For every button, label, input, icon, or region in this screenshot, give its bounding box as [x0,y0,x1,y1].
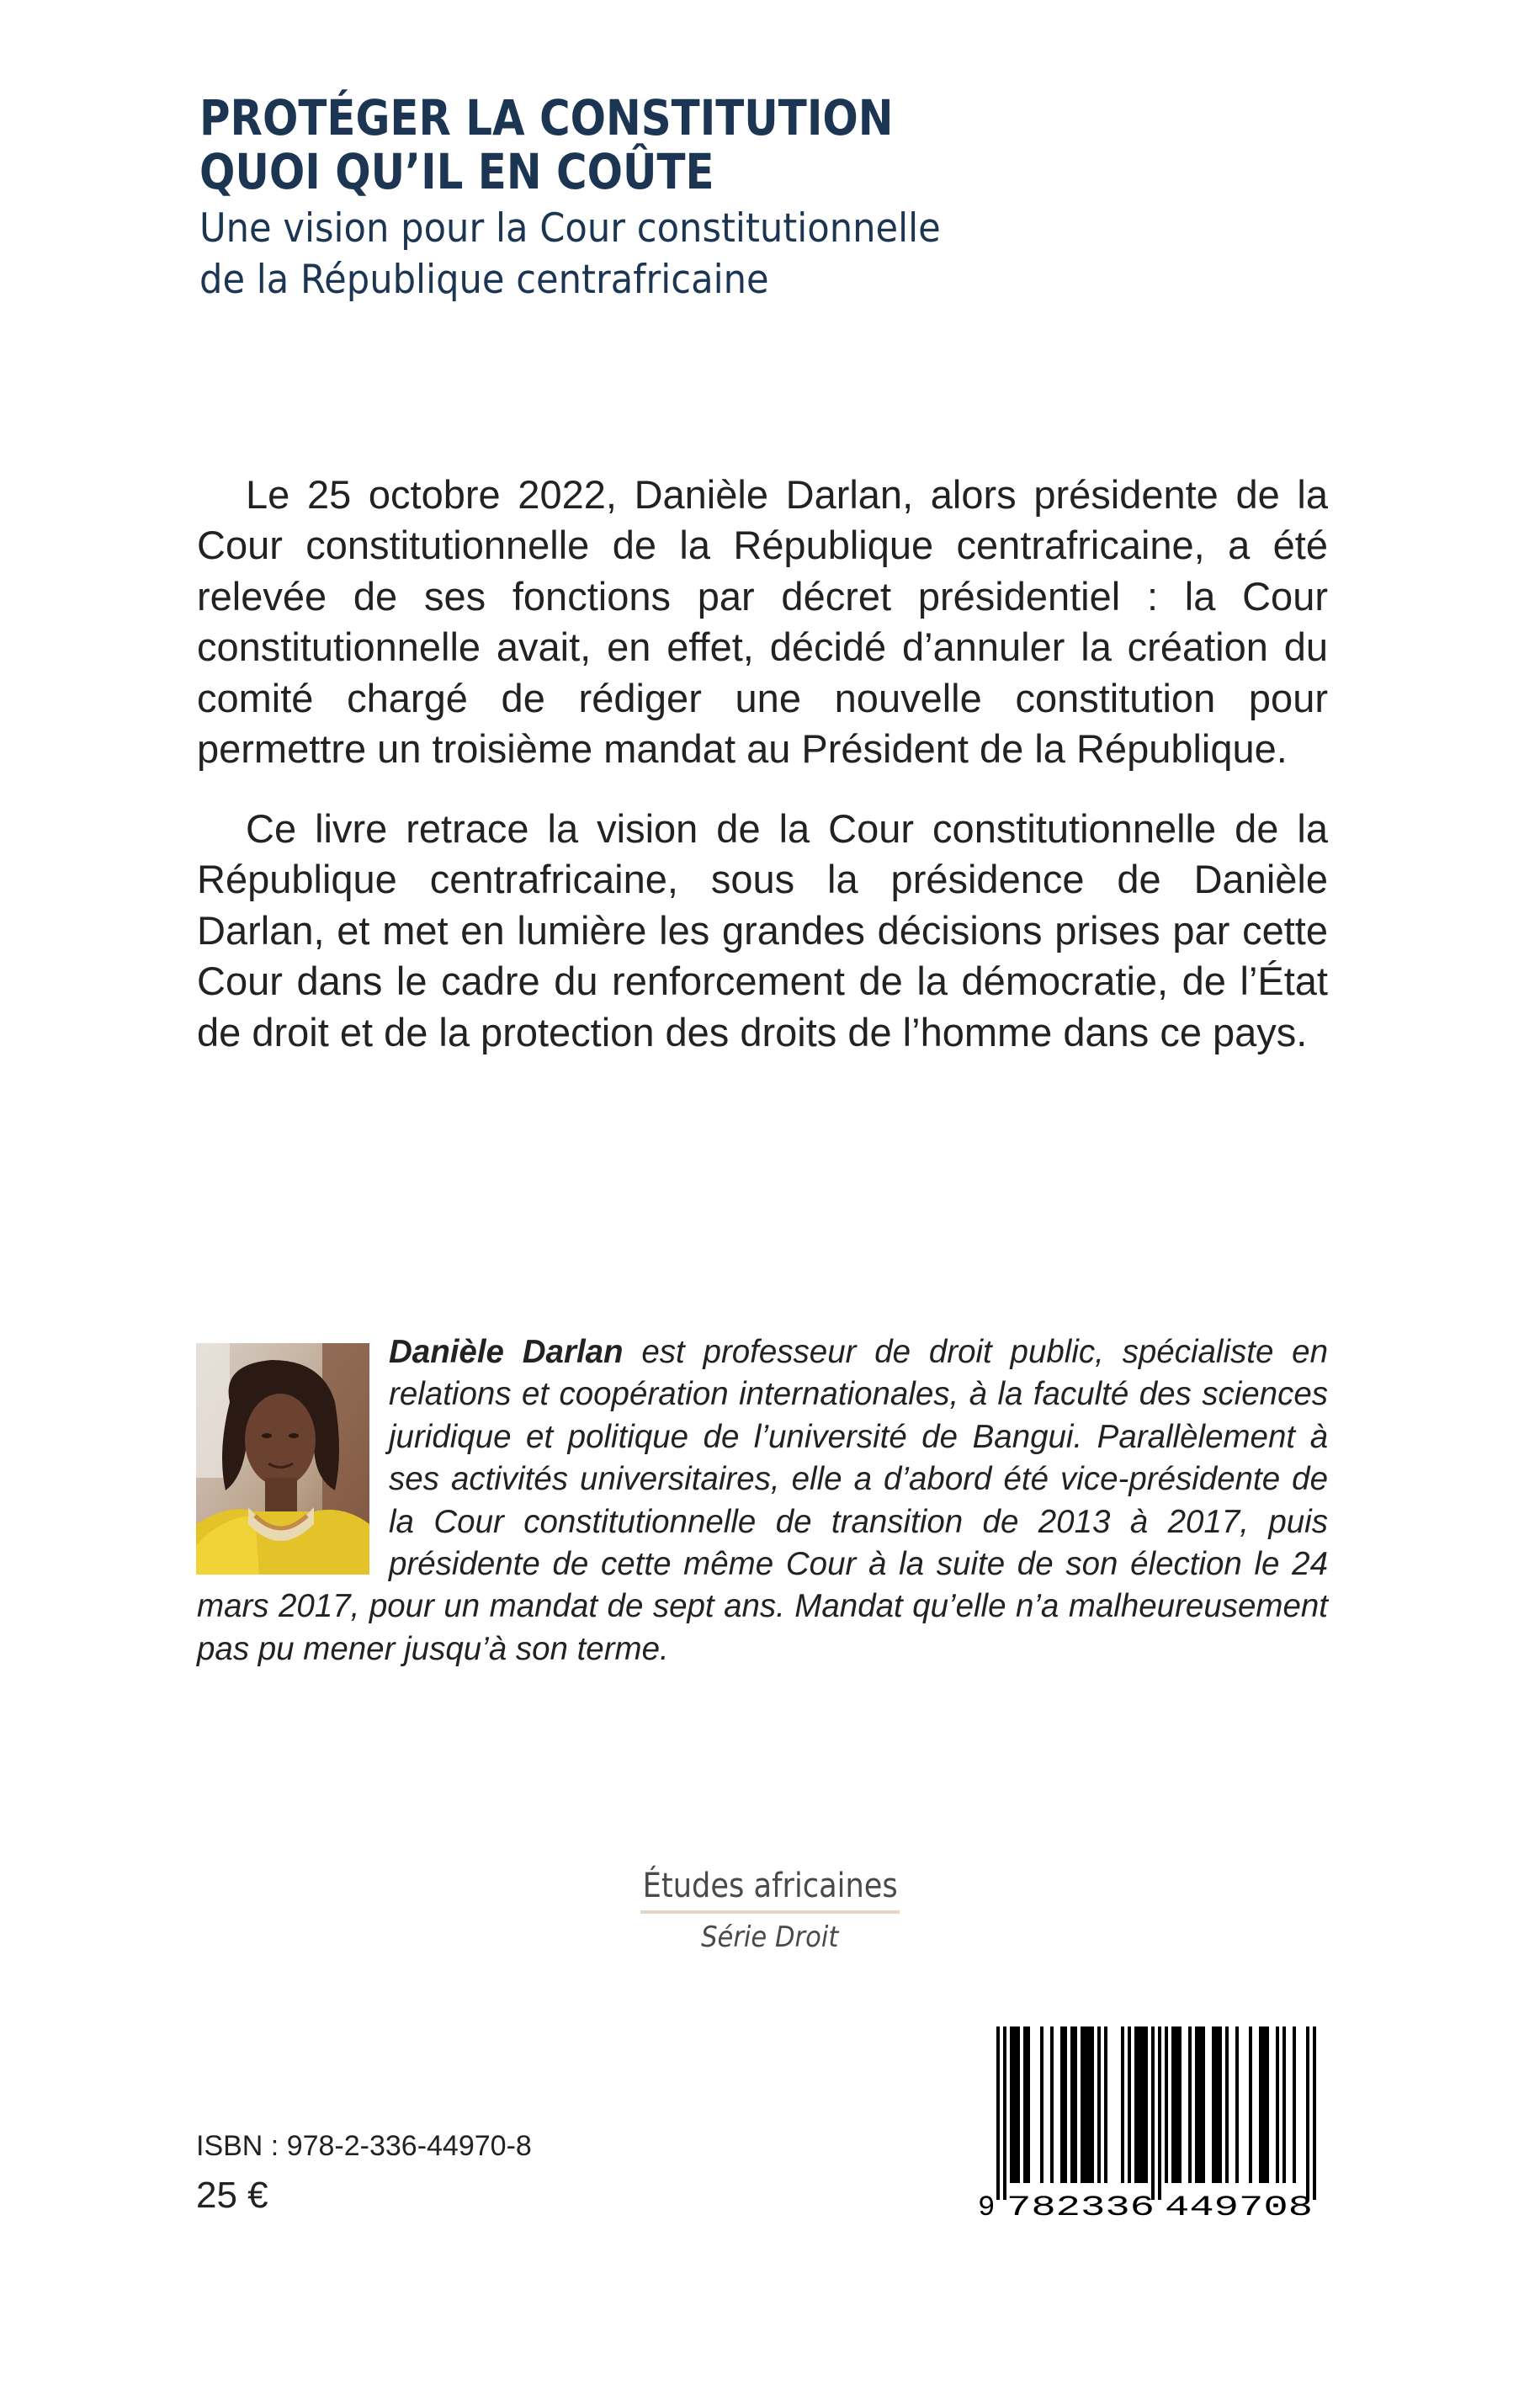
barcode-bar [1097,2026,1101,2183]
barcode-bar [996,2026,1000,2200]
barcode-bar [1081,2026,1084,2183]
barcode-bar [1202,2026,1205,2183]
barcode-bar [1235,2026,1239,2183]
author-bio-text: est professeur de droit public, spécialiste en relations et coopération internationales, à la faculté des sciences juridique et politique de l’université de Bangui. Parallèlement à ses activités universitaires, elle a d’abord été vice-présidente de la Cour constitutionnelle de transition de 2013 à 2017, puis présidente de cette même Cour à la suite de son élection le 24 mars 2017, pour un mandat de sept ans. Mandat qu’elle n’a malheureusement pas pu mener jusqu’à son terme. [197,1334,1328,1667]
barcode-bar [1091,2026,1094,2183]
barcode-bar [1212,2026,1215,2183]
barcode-digits-right: 449708 [1165,2192,1313,2220]
barcode-bar [1141,2026,1144,2183]
barcode-bar [1293,2026,1296,2183]
summary-paragraph-2: Ce livre retrace la vision de la Cour constitutionnelle de la République centrafricaine, sous la présidence de Danièle Darlan, et met en lumière les grandes décisions prises par cette Cour dans le cadre du renforcement de la démocratie, de l’État de droit et de la protection des droits de l’homme dans ce pays. [197,806,1328,1054]
barcode-bar [1027,2026,1030,2183]
barcode-bar [1104,2026,1107,2183]
barcode-bar [1165,2026,1168,2183]
title-line-2: QUOI QU’IL EN COÛTE [199,143,714,200]
barcode-bar [1087,2026,1091,2183]
barcode-bar [1219,2026,1222,2183]
barcode-bar [1060,2026,1064,2183]
barcode-bar [1215,2026,1219,2183]
subtitle-line-1: Une vision pour la Cour constitutionnelle [199,205,941,252]
barcode-bar [1198,2026,1202,2183]
book-subtitle [199,203,941,305]
collection-block [0,1867,1540,1954]
barcode-bar [1306,2026,1309,2200]
isbn-text: ISBN : 978-2-336-44970-8 [196,2130,532,2162]
barcode-bar [1084,2026,1087,2183]
collection-name: Études africaines [642,1867,898,1905]
barcode-bar [1276,2026,1279,2183]
barcode-bar [1151,2026,1155,2200]
subtitle-line-2: de la République centrafricaine [199,257,769,303]
author-bio [197,1331,1328,1671]
barcode-bar [1023,2026,1027,2183]
author-name: Danièle Darlan [389,1334,624,1370]
barcode-bar [1249,2026,1252,2183]
barcode-bar [1017,2026,1020,2183]
barcode-bar [1040,2026,1043,2183]
barcode-bar [1158,2026,1161,2200]
barcode-bar [1010,2026,1013,2183]
book-title [199,91,894,199]
barcode-bar [1013,2026,1017,2183]
price-text: 25 € [196,2175,268,2216]
barcode-digit-lead: 9 [978,2192,996,2220]
barcode-bar [1313,2026,1316,2200]
barcode-bar [1171,2026,1175,2183]
barcode-bar [1144,2026,1148,2183]
barcode-bar [1188,2026,1192,2183]
barcode-bar [1262,2026,1266,2183]
barcode [978,2026,1330,2220]
barcode-bar [1225,2026,1229,2183]
summary-paragraph-1: Le 25 octobre 2022, Danièle Darlan, alors présidente de la Cour constitutionnelle de la République centrafricaine, a été relevée de ses fonctions par décret présidentiel : la Cour constitutionnelle avait, en effet, décidé d’annuler la création du comité chargé de rédiger une nouvelle constitution pour permettre un troisième mandat au Président de la République. [197,472,1328,772]
title-line-1: PROTÉGER LA CONSTITUTION [199,89,894,146]
barcode-bar [1259,2026,1262,2183]
barcode-bar [1074,2026,1077,2183]
barcode-bar [1003,2026,1006,2200]
barcode-bar [1175,2026,1178,2183]
barcode-bar [1282,2026,1286,2183]
barcode-bar [1064,2026,1067,2183]
barcode-bar [1050,2026,1054,2183]
barcode-bar [1266,2026,1269,2183]
barcode-bar [1178,2026,1182,2183]
barcode-bar [1121,2026,1124,2183]
barcode-digits-left: 782336 [1006,2192,1155,2220]
barcode-bar [1128,2026,1131,2183]
collection-series: Série Droit [701,1920,839,1954]
barcode-bar [1138,2026,1141,2183]
barcode-bar [1134,2026,1138,2183]
barcode-bar [1195,2026,1198,2183]
barcode-bar [1070,2026,1074,2183]
